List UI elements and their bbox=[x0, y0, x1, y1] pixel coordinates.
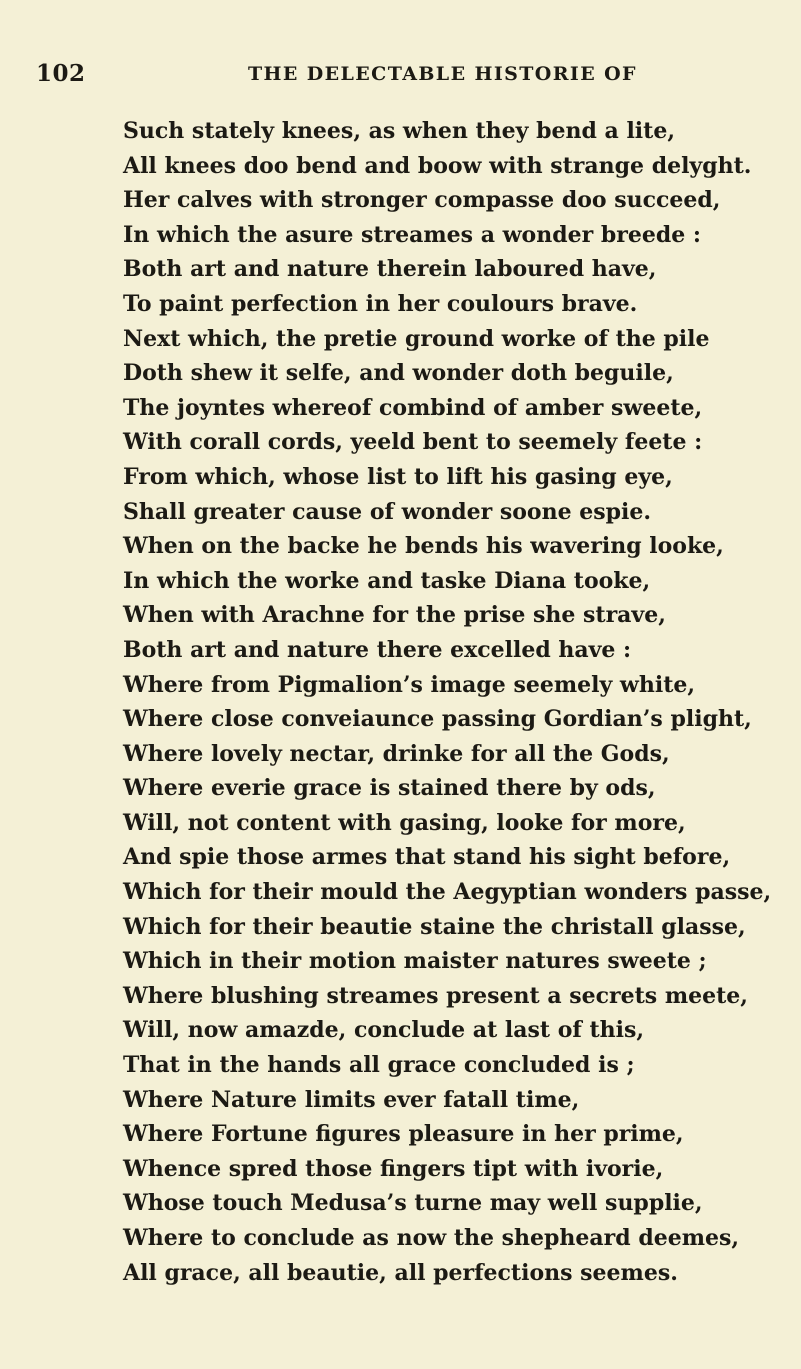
poem-line: Where Nature limits ever fatall time, bbox=[123, 1086, 580, 1113]
running-head bbox=[36, 60, 766, 100]
poem-line: In which the worke and taske Diana tooke, bbox=[123, 567, 651, 594]
page-number: 102 bbox=[36, 60, 86, 87]
poem-line: Where everie grace is stained there by ods, bbox=[123, 775, 656, 802]
poem-line: Will, now amazde, conclude at last of this, bbox=[123, 1017, 645, 1044]
poem-line: Which for their beautie staine the christall glasse, bbox=[123, 913, 746, 940]
poem-line: Shall greater cause of wonder soone espie. bbox=[123, 498, 652, 525]
poem-text bbox=[123, 114, 793, 1290]
poem-line: Both art and nature there excelled have : bbox=[123, 636, 632, 663]
poem-line: All grace, all beautie, all perfections seemes. bbox=[123, 1259, 678, 1286]
poem-line: With corall cords, yeeld bent to seemely feete : bbox=[123, 429, 703, 456]
poem-line: Her calves with stronger compasse doo succeed, bbox=[123, 187, 721, 214]
poem-line: Doth shew it selfe, and wonder doth beguile, bbox=[123, 360, 674, 387]
poem-line: Will, not content with gasing, looke for more, bbox=[123, 809, 686, 836]
poem-line: All knees doo bend and boow with strange delyght. bbox=[123, 152, 752, 179]
poem-line: When with Arachne for the prise she strave, bbox=[123, 602, 666, 629]
poem-line: Where lovely nectar, drinke for all the Gods, bbox=[123, 740, 670, 767]
poem-line: Whose touch Medusa’s turne may well supplie, bbox=[123, 1190, 703, 1217]
poem-line: Whence spred those fingers tipt with ivorie, bbox=[123, 1155, 664, 1182]
poem-line: Where to conclude as now the shepheard deemes, bbox=[123, 1225, 740, 1251]
poem-line: And spie those armes that stand his sight before, bbox=[123, 844, 731, 871]
poem-line: Both art and nature therein laboured have, bbox=[123, 256, 657, 283]
poem-line: From which, whose list to lift his gasing eye, bbox=[123, 463, 673, 490]
poem-line: Such stately knees, as when they bend a lite, bbox=[123, 118, 675, 144]
poem-line: The joyntes whereof combind of amber sweete, bbox=[123, 394, 703, 421]
poem-line: Where Fortune figures pleasure in her prime, bbox=[123, 1121, 684, 1148]
poem-line: Which for their mould the Aegyptian wonders passe, bbox=[123, 879, 772, 906]
poem-line: Next which, the pretie ground worke of the pile bbox=[123, 325, 710, 352]
running-title: THE DELECTABLE HISTORIE OF bbox=[248, 63, 637, 85]
poem-line: When on the backe he bends his wavering looke, bbox=[123, 533, 724, 560]
poem-line: In which the asure streames a wonder breede : bbox=[123, 221, 701, 248]
poem-line: Where blushing streames present a secrets meete, bbox=[123, 982, 748, 1009]
poem-line: That in the hands all grace concluded is ; bbox=[123, 1052, 635, 1079]
poem-line: Where from Pigmalion’s image seemely white, bbox=[123, 671, 696, 698]
poem-line: Which in their motion maister natures sweete ; bbox=[123, 948, 707, 975]
poem-line: Where close conveiaunce passing Gordian’s plight, bbox=[123, 706, 752, 733]
poem-line: To paint perfection in her coulours brave. bbox=[123, 290, 638, 317]
